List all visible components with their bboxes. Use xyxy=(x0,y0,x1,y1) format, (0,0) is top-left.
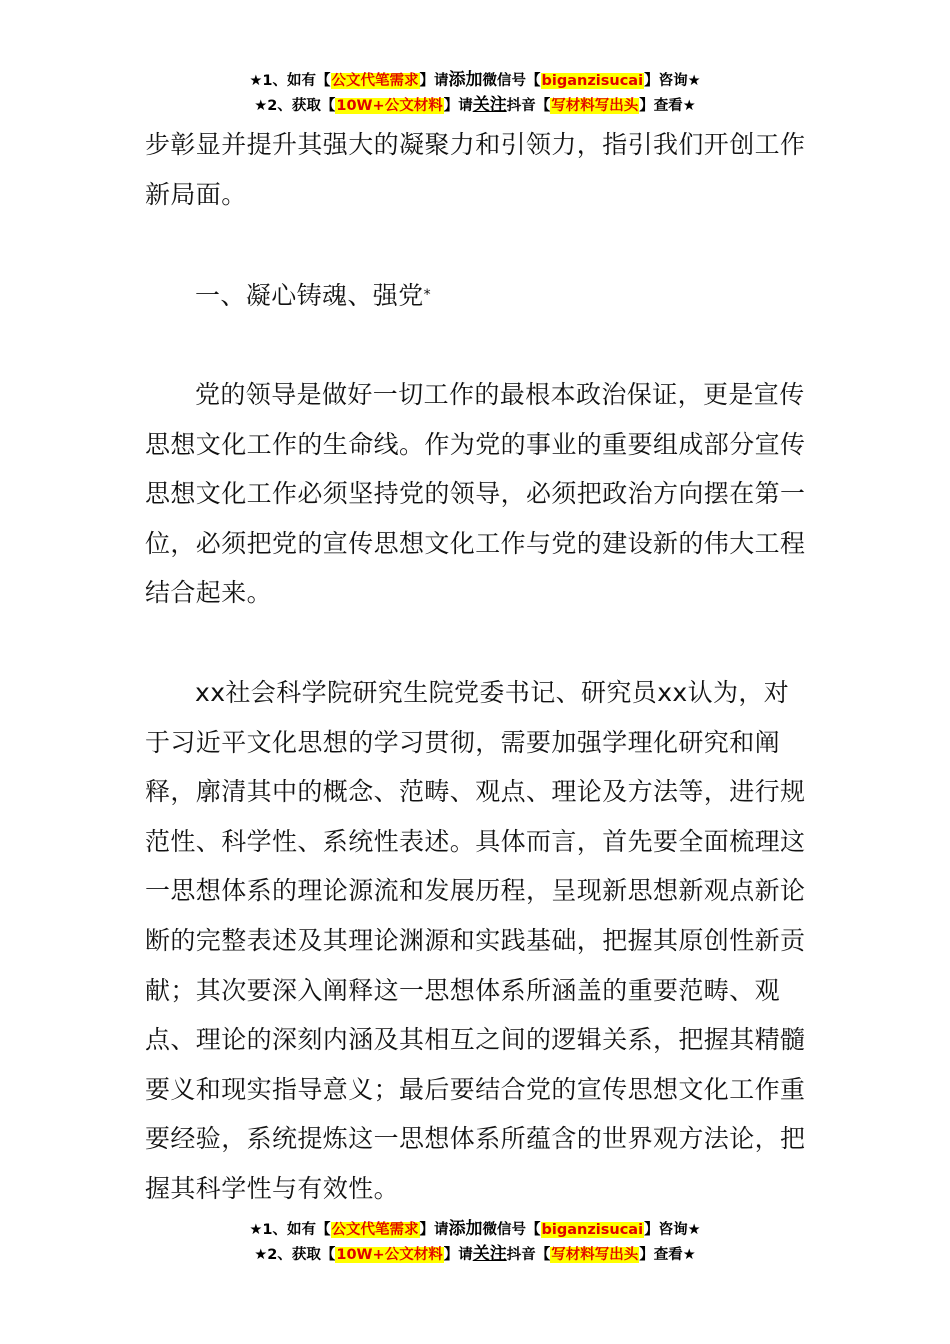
paragraph-continued: 步彰显并提升其强大的凝聚力和引领力，指引我们开创工作新局面。 xyxy=(145,130,806,209)
promo-suffix: 】查看★ xyxy=(639,98,696,114)
promo-text: 抖音【 xyxy=(506,1247,551,1263)
promo-text: 】请 xyxy=(419,1222,449,1238)
promo-highlight: 10W+公文材料 xyxy=(336,1247,443,1263)
section-heading-text: 一、凝心铸魂、强党 xyxy=(195,281,424,310)
promo-suffix: 】咨询★ xyxy=(644,73,701,89)
promo-prefix: ★1、如有【 xyxy=(249,1222,331,1238)
promo-line-2 xyxy=(0,1242,950,1267)
promo-highlight: 10W+公文材料 xyxy=(336,98,443,114)
paragraph: 党的领导是做好一切工作的最根本政治保证，更是宣传思想文化工作的生命线。作为党的事业的重要组成部分宣传思想文化工作必须坚持党的领导，必须把政治方向摆在第一位，必须把党的宣传思想文化工作与党的建设新的伟大工程结合起来。 xyxy=(145,380,806,608)
promo-emphasis: 添加 xyxy=(448,1219,483,1239)
promo-highlight: 公文代笔需求 xyxy=(331,1222,419,1238)
promo-suffix: 】查看★ xyxy=(639,1247,696,1263)
promo-highlight-douyin: 写材料写出头 xyxy=(551,1247,639,1263)
promo-banner-bottom xyxy=(0,1217,950,1267)
promo-emphasis: 添加 xyxy=(448,70,483,90)
promo-highlight: 公文代笔需求 xyxy=(331,73,419,89)
promo-highlight-douyin: 写材料写出头 xyxy=(551,98,639,114)
promo-suffix: 】咨询★ xyxy=(644,1222,701,1238)
promo-text: 抖音【 xyxy=(506,98,551,114)
promo-emphasis: 关注 xyxy=(472,95,507,115)
promo-prefix: ★1、如有【 xyxy=(249,73,331,89)
promo-banner-top xyxy=(0,68,950,118)
paragraph: xx社会科学院研究生院党委书记、研究员xx认为，对于习近平文化思想的学习贯彻，需要加强学理化研究和阐释，廓清其中的概念、范畴、观点、理论及方法等，进行规范性、科学性、系统性表述。具体而言，首先要全面梳理这一思想体系的理论源流和发展历程，呈现新思想新观点新论断的完整表述及其理论渊源和实践基础，把握其原创性新贡献；其次要深入阐释这一思想体系所涵盖的重要范畴、观点、理论的深刻内涵及其相互之间的逻辑关系，把握其精髓要义和现实指导意义；最后要结合党的宣传思想文化工作重要经验，系统提炼这一思想体系所蕴含的世界观方法论，把握其科学性与有效性。 xyxy=(145,678,806,1203)
promo-text: 微信号【 xyxy=(482,73,541,89)
promo-highlight-wechat: biganzisucai xyxy=(541,1222,644,1238)
promo-emphasis: 关注 xyxy=(472,1244,507,1264)
promo-prefix: ★2、获取【 xyxy=(254,98,336,114)
promo-text: 】请 xyxy=(443,1247,473,1263)
promo-prefix: ★2、获取【 xyxy=(254,1247,336,1263)
promo-highlight-wechat: biganzisucai xyxy=(541,73,644,89)
section-heading xyxy=(145,271,807,321)
promo-line-2 xyxy=(0,93,950,118)
promo-line-1 xyxy=(0,1217,950,1242)
promo-text: 】请 xyxy=(419,73,449,89)
promo-text: 微信号【 xyxy=(482,1222,541,1238)
footnote-mark: * xyxy=(423,287,432,303)
promo-line-1 xyxy=(0,68,950,93)
promo-text: 】请 xyxy=(443,98,473,114)
